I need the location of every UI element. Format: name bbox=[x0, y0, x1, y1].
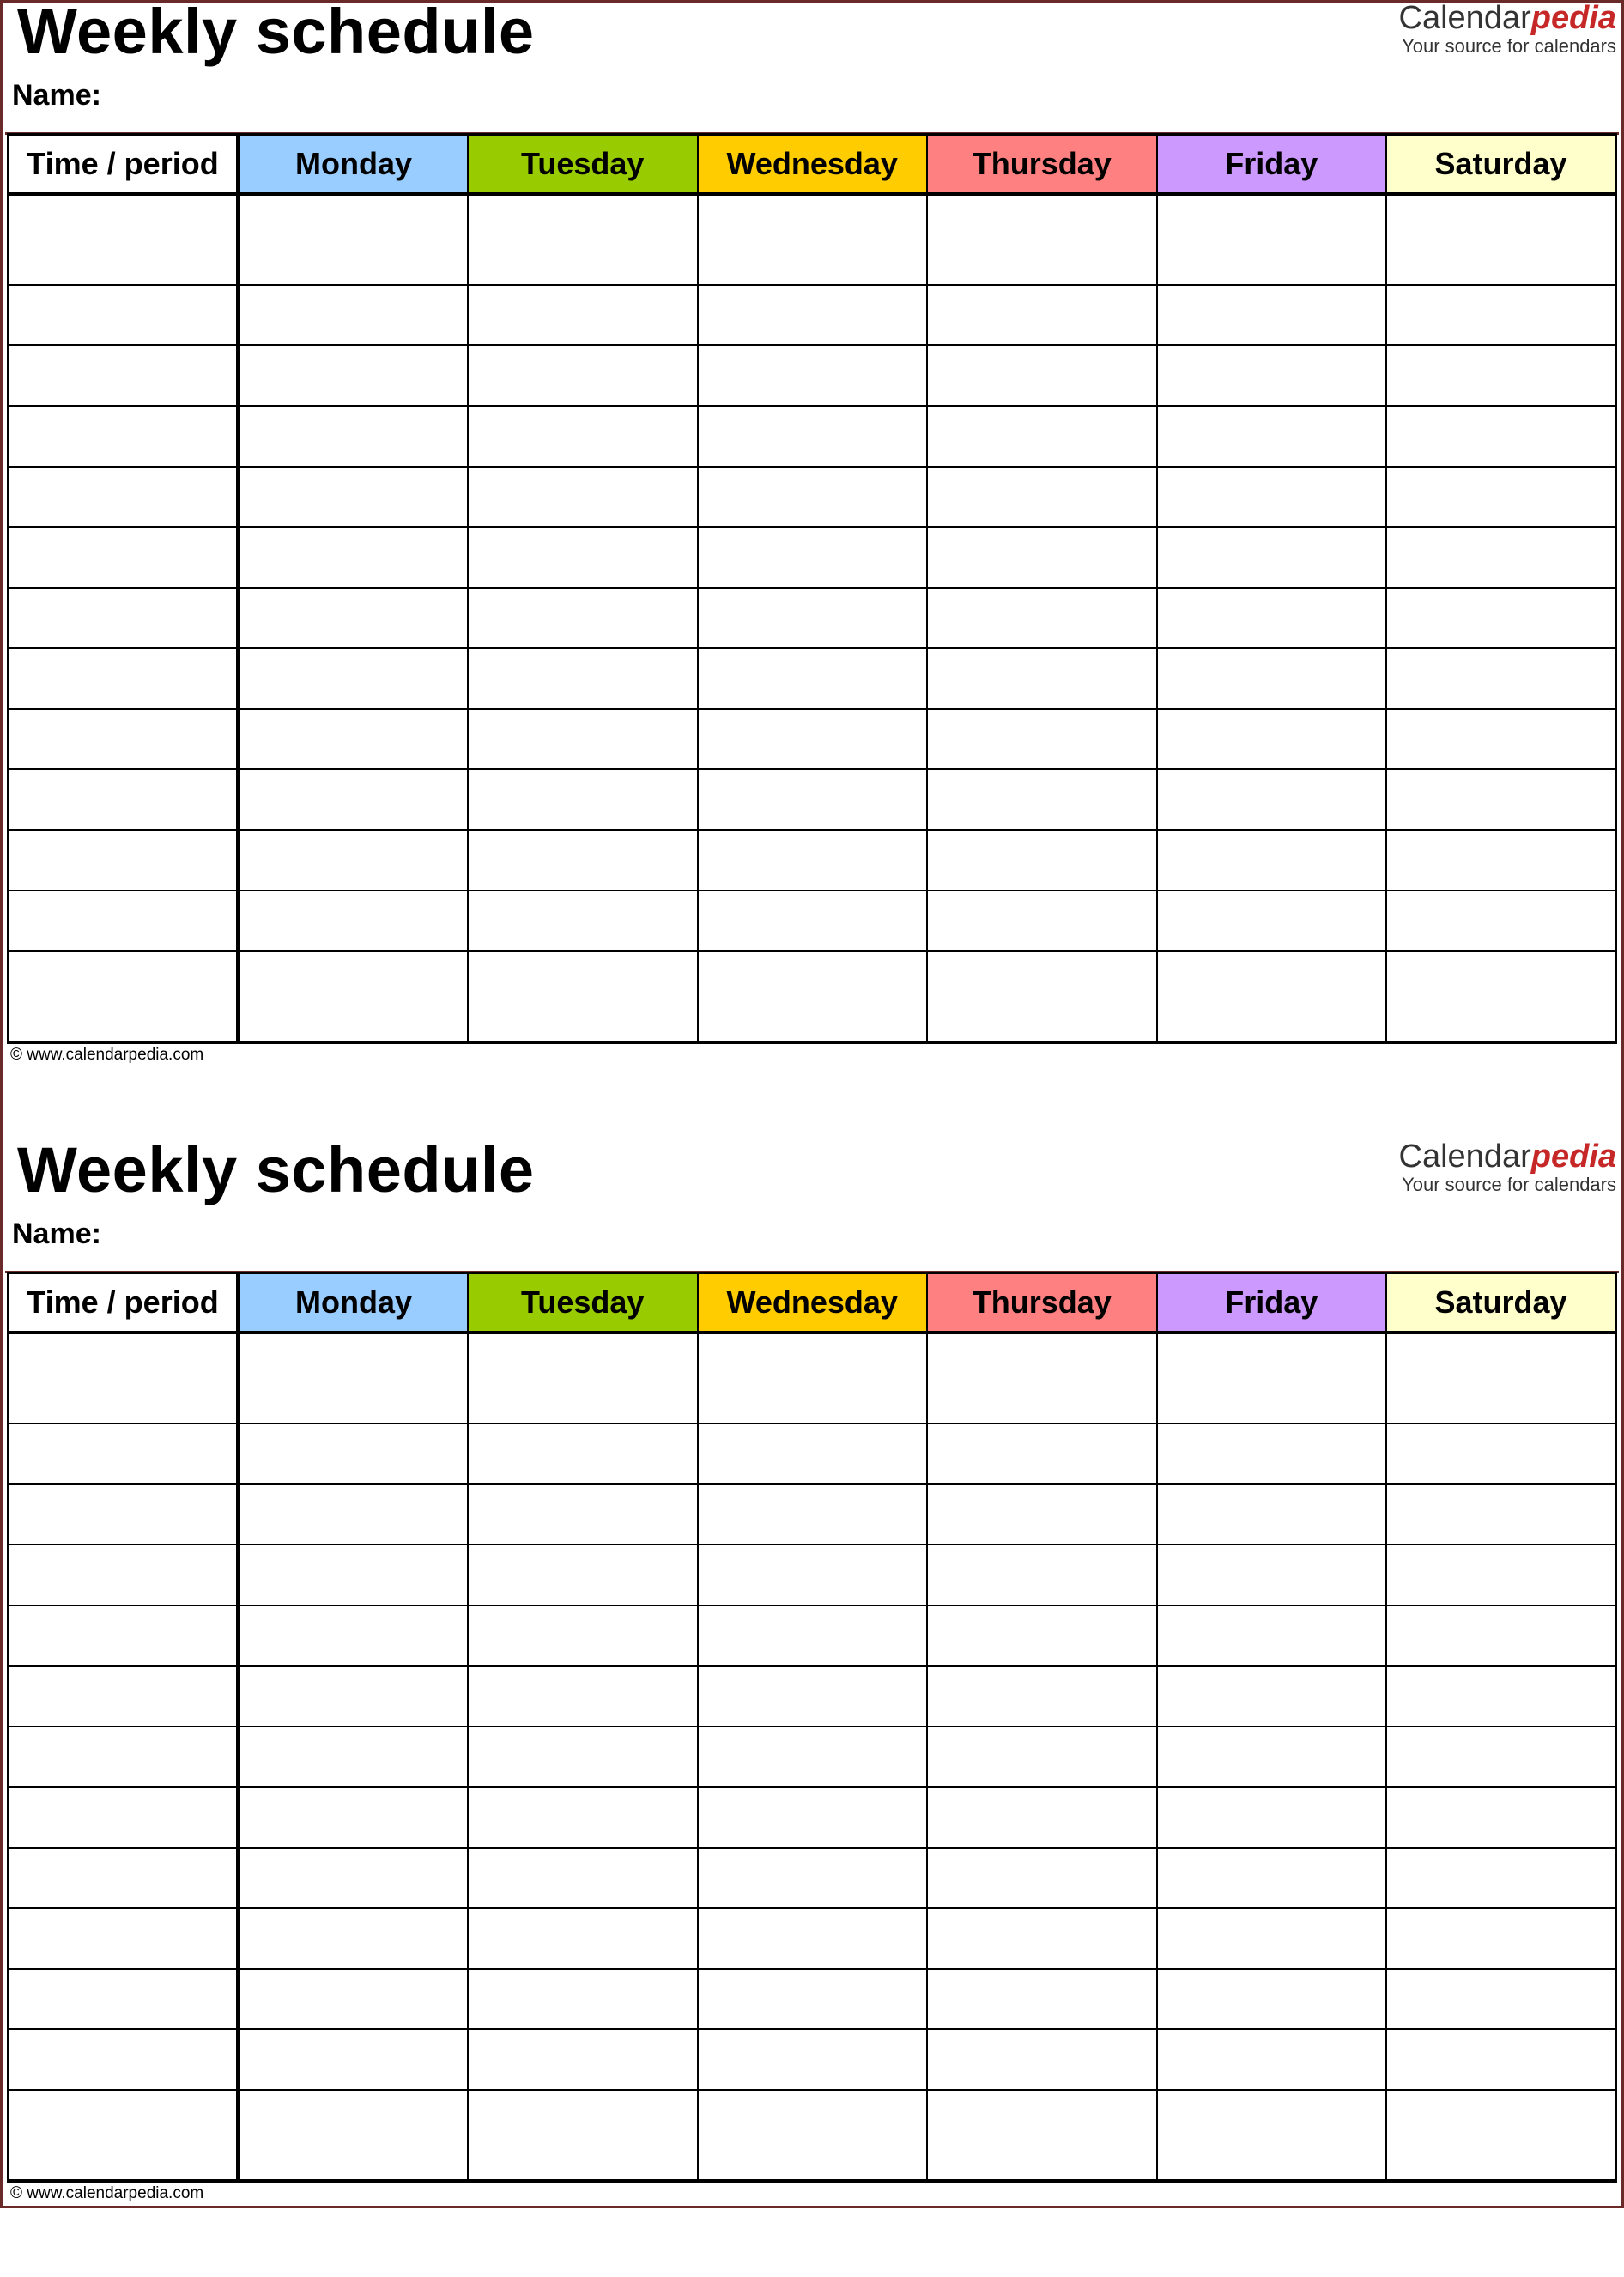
schedule-cell[interactable] bbox=[1157, 1333, 1387, 1424]
schedule-cell[interactable] bbox=[927, 769, 1157, 830]
brand-name-main: Calendar bbox=[1398, 1138, 1531, 1175]
schedule-cell[interactable] bbox=[1157, 1848, 1387, 1909]
schedule-cell[interactable] bbox=[1157, 1545, 1387, 1606]
schedule-cell[interactable] bbox=[239, 1908, 469, 1969]
schedule-cell[interactable] bbox=[698, 1424, 928, 1485]
schedule-cell[interactable] bbox=[239, 648, 469, 709]
time-period-cell[interactable] bbox=[9, 648, 239, 709]
time-period-cell[interactable] bbox=[9, 1484, 239, 1545]
schedule-cell[interactable] bbox=[698, 1606, 928, 1667]
schedule-cell[interactable] bbox=[927, 830, 1157, 891]
schedule-cell[interactable] bbox=[1157, 709, 1387, 770]
schedule-cell[interactable] bbox=[1386, 648, 1616, 709]
schedule-cell[interactable] bbox=[927, 1333, 1157, 1424]
column-header-time-period: Time / period bbox=[9, 1273, 239, 1333]
schedule-cell[interactable] bbox=[927, 1848, 1157, 1909]
schedule-cell[interactable] bbox=[698, 769, 928, 830]
schedule-cell[interactable] bbox=[239, 194, 469, 285]
schedule-cell[interactable] bbox=[927, 951, 1157, 1042]
schedule-cell[interactable] bbox=[239, 1424, 469, 1485]
schedule-cell[interactable] bbox=[468, 890, 698, 951]
time-period-cell[interactable] bbox=[9, 527, 239, 588]
schedule-cell[interactable] bbox=[239, 527, 469, 588]
brand-name bbox=[1399, 0, 1616, 36]
schedule-cell[interactable] bbox=[1157, 2029, 1387, 2090]
column-header-monday: Monday bbox=[239, 135, 469, 195]
schedule-cell[interactable] bbox=[468, 194, 698, 285]
schedule-cell[interactable] bbox=[1386, 769, 1616, 830]
column-header-friday: Friday bbox=[1157, 135, 1387, 195]
schedule-cell[interactable] bbox=[468, 1545, 698, 1606]
schedule-cell[interactable] bbox=[1386, 2090, 1616, 2181]
schedule-cell[interactable] bbox=[927, 1424, 1157, 1485]
schedule-cell[interactable] bbox=[1157, 1787, 1387, 1848]
schedule-cell[interactable] bbox=[468, 1787, 698, 1848]
schedule-cell[interactable] bbox=[698, 1969, 928, 2030]
brand-logo bbox=[1399, 0, 1616, 57]
table-row bbox=[9, 1666, 1616, 1727]
schedule-cell[interactable] bbox=[468, 1908, 698, 1969]
table-row bbox=[9, 1908, 1616, 1969]
schedule-cell[interactable] bbox=[1157, 1969, 1387, 2030]
column-header-tuesday: Tuesday bbox=[468, 135, 698, 195]
schedule-cell[interactable] bbox=[239, 285, 469, 346]
table-row bbox=[9, 648, 1616, 709]
schedule-cell[interactable] bbox=[1386, 527, 1616, 588]
schedule-cell[interactable] bbox=[698, 1666, 928, 1727]
schedule-cell[interactable] bbox=[1157, 194, 1387, 285]
schedule-cell[interactable] bbox=[1157, 467, 1387, 528]
table-row bbox=[9, 769, 1616, 830]
schedule-cell[interactable] bbox=[468, 1666, 698, 1727]
schedule-cell[interactable] bbox=[1386, 1969, 1616, 2030]
schedule-cell[interactable] bbox=[698, 951, 928, 1042]
column-header-monday: Monday bbox=[239, 1273, 469, 1333]
schedule-cell[interactable] bbox=[1386, 1727, 1616, 1788]
schedule-cell[interactable] bbox=[239, 1848, 469, 1909]
schedule-cell[interactable] bbox=[927, 1545, 1157, 1606]
time-period-cell[interactable] bbox=[9, 951, 239, 1042]
schedule-cell[interactable] bbox=[1386, 406, 1616, 467]
schedule-cell[interactable] bbox=[468, 2029, 698, 2090]
table-row bbox=[9, 1787, 1616, 1848]
schedule-cell[interactable] bbox=[1386, 285, 1616, 346]
schedule-cell[interactable] bbox=[239, 2029, 469, 2090]
schedule-cell[interactable] bbox=[927, 194, 1157, 285]
schedule-cell[interactable] bbox=[1386, 194, 1616, 285]
schedule-cell[interactable] bbox=[468, 2090, 698, 2181]
schedule-cell[interactable] bbox=[927, 1484, 1157, 1545]
schedule-cell[interactable] bbox=[468, 648, 698, 709]
schedule-cell[interactable] bbox=[698, 285, 928, 346]
schedule-cell[interactable] bbox=[698, 1908, 928, 1969]
copyright-text: © www.calendarpedia.com bbox=[10, 2184, 204, 2202]
time-period-cell[interactable] bbox=[9, 1545, 239, 1606]
schedule-cell[interactable] bbox=[1386, 1848, 1616, 1909]
schedule-cell[interactable] bbox=[1157, 830, 1387, 891]
table-row bbox=[9, 2090, 1616, 2181]
schedule-cell[interactable] bbox=[239, 1333, 469, 1424]
schedule-sheet-1 bbox=[0, 0, 1624, 1138]
schedule-cell[interactable] bbox=[468, 527, 698, 588]
schedule-cell[interactable] bbox=[468, 1424, 698, 1485]
schedule-cell[interactable] bbox=[468, 1969, 698, 2030]
table-row bbox=[9, 406, 1616, 467]
name-label: Name: bbox=[12, 79, 101, 112]
schedule-cell[interactable] bbox=[927, 406, 1157, 467]
schedule-cell[interactable] bbox=[1386, 709, 1616, 770]
table-row bbox=[9, 709, 1616, 770]
schedule-cell[interactable] bbox=[239, 1666, 469, 1727]
schedule-cell[interactable] bbox=[927, 2090, 1157, 2181]
schedule-cell[interactable] bbox=[1386, 1333, 1616, 1424]
schedule-cell[interactable] bbox=[1386, 1908, 1616, 1969]
schedule-cell[interactable] bbox=[1386, 951, 1616, 1042]
schedule-cell[interactable] bbox=[1386, 345, 1616, 406]
schedule-cell[interactable] bbox=[1386, 1666, 1616, 1727]
table-row bbox=[9, 588, 1616, 649]
table-row bbox=[9, 1848, 1616, 1909]
table-row bbox=[9, 2029, 1616, 2090]
schedule-table bbox=[7, 133, 1617, 1044]
schedule-cell[interactable] bbox=[468, 951, 698, 1042]
schedule-cell[interactable] bbox=[1386, 588, 1616, 649]
schedule-cell[interactable] bbox=[1157, 285, 1387, 346]
schedule-cell[interactable] bbox=[927, 890, 1157, 951]
time-period-cell[interactable] bbox=[9, 1787, 239, 1848]
schedule-cell[interactable] bbox=[1386, 1424, 1616, 1485]
time-period-cell[interactable] bbox=[9, 890, 239, 951]
page-title: Weekly schedule bbox=[17, 0, 535, 67]
schedule-cell[interactable] bbox=[468, 588, 698, 649]
schedule-cell[interactable] bbox=[1157, 1727, 1387, 1788]
column-header-thursday: Thursday bbox=[927, 1273, 1157, 1333]
schedule-cell[interactable] bbox=[1157, 527, 1387, 588]
schedule-cell[interactable] bbox=[698, 1545, 928, 1606]
schedule-cell[interactable] bbox=[1157, 1666, 1387, 1727]
schedule-cell[interactable] bbox=[698, 2029, 928, 2090]
schedule-cell[interactable] bbox=[1157, 769, 1387, 830]
schedule-cell[interactable] bbox=[468, 285, 698, 346]
table-row bbox=[9, 1545, 1616, 1606]
column-header-friday: Friday bbox=[1157, 1273, 1387, 1333]
schedule-cell[interactable] bbox=[698, 345, 928, 406]
schedule-cell[interactable] bbox=[927, 588, 1157, 649]
schedule-cell[interactable] bbox=[468, 1606, 698, 1667]
schedule-cell[interactable] bbox=[468, 1727, 698, 1788]
schedule-cell[interactable] bbox=[1157, 951, 1387, 1042]
schedule-cell[interactable] bbox=[239, 1484, 469, 1545]
schedule-cell[interactable] bbox=[698, 1787, 928, 1848]
brand-name-accent: pedia bbox=[1530, 1138, 1616, 1175]
header-row bbox=[9, 135, 1616, 195]
time-period-cell[interactable] bbox=[9, 345, 239, 406]
schedule-cell[interactable] bbox=[1386, 2029, 1616, 2090]
column-header-tuesday: Tuesday bbox=[468, 1273, 698, 1333]
schedule-cell[interactable] bbox=[1157, 1908, 1387, 1969]
table-row bbox=[9, 1484, 1616, 1545]
schedule-cell[interactable] bbox=[1386, 467, 1616, 528]
schedule-cell[interactable] bbox=[698, 830, 928, 891]
name-label: Name: bbox=[12, 1217, 101, 1250]
schedule-cell[interactable] bbox=[698, 467, 928, 528]
schedule-cell[interactable] bbox=[239, 1969, 469, 2030]
schedule-cell[interactable] bbox=[1386, 1545, 1616, 1606]
schedule-cell[interactable] bbox=[239, 1606, 469, 1667]
schedule-cell[interactable] bbox=[698, 194, 928, 285]
column-header-wednesday: Wednesday bbox=[698, 1273, 928, 1333]
table-row bbox=[9, 345, 1616, 406]
schedule-cell[interactable] bbox=[698, 1484, 928, 1545]
schedule-table bbox=[7, 1272, 1617, 2183]
schedule-cell[interactable] bbox=[239, 769, 469, 830]
table-row bbox=[9, 194, 1616, 285]
schedule-cell[interactable] bbox=[468, 406, 698, 467]
time-period-cell[interactable] bbox=[9, 830, 239, 891]
time-period-cell[interactable] bbox=[9, 709, 239, 770]
time-period-cell[interactable] bbox=[9, 467, 239, 528]
schedule-cell[interactable] bbox=[698, 648, 928, 709]
copyright-text: © www.calendarpedia.com bbox=[10, 1046, 204, 1064]
time-period-cell[interactable] bbox=[9, 1606, 239, 1667]
schedule-cell[interactable] bbox=[468, 467, 698, 528]
schedule-cell[interactable] bbox=[468, 709, 698, 770]
schedule-cell[interactable] bbox=[698, 1848, 928, 1909]
page-title: Weekly schedule bbox=[17, 1134, 535, 1205]
schedule-cell[interactable] bbox=[698, 890, 928, 951]
column-header-saturday: Saturday bbox=[1386, 1273, 1616, 1333]
schedule-cell[interactable] bbox=[239, 951, 469, 1042]
time-period-cell[interactable] bbox=[9, 588, 239, 649]
schedule-cell[interactable] bbox=[239, 406, 469, 467]
schedule-cell[interactable] bbox=[1386, 830, 1616, 891]
schedule-cell[interactable] bbox=[239, 1727, 469, 1788]
schedule-cell[interactable] bbox=[927, 1727, 1157, 1788]
schedule-cell[interactable] bbox=[1386, 1484, 1616, 1545]
brand-tagline: Your source for calendars bbox=[1402, 1174, 1616, 1195]
time-period-cell[interactable] bbox=[9, 1333, 239, 1424]
table-row bbox=[9, 1606, 1616, 1667]
schedule-cell[interactable] bbox=[1386, 1606, 1616, 1667]
schedule-sheet-2 bbox=[0, 1134, 1624, 2277]
table-row bbox=[9, 1969, 1616, 2030]
table-row bbox=[9, 467, 1616, 528]
schedule-cell[interactable] bbox=[239, 588, 469, 649]
schedule-cell[interactable] bbox=[927, 1666, 1157, 1727]
schedule-cell[interactable] bbox=[698, 1727, 928, 1788]
time-period-cell[interactable] bbox=[9, 1969, 239, 2030]
time-period-cell[interactable] bbox=[9, 194, 239, 285]
schedule-cell[interactable] bbox=[927, 1969, 1157, 2030]
schedule-cell[interactable] bbox=[468, 1848, 698, 1909]
table-row bbox=[9, 527, 1616, 588]
time-period-cell[interactable] bbox=[9, 1908, 239, 1969]
column-header-wednesday: Wednesday bbox=[698, 135, 928, 195]
schedule-cell[interactable] bbox=[468, 830, 698, 891]
schedule-cell[interactable] bbox=[468, 1484, 698, 1545]
schedule-cell[interactable] bbox=[698, 1333, 928, 1424]
time-period-cell[interactable] bbox=[9, 1666, 239, 1727]
schedule-cell[interactable] bbox=[1157, 1606, 1387, 1667]
schedule-cell[interactable] bbox=[239, 467, 469, 528]
schedule-cell[interactable] bbox=[698, 2090, 928, 2181]
brand-tagline: Your source for calendars bbox=[1402, 35, 1616, 57]
schedule-cell[interactable] bbox=[239, 2090, 469, 2181]
brand-name bbox=[1399, 1138, 1616, 1175]
time-period-cell[interactable] bbox=[9, 1848, 239, 1909]
time-period-cell[interactable] bbox=[9, 406, 239, 467]
time-period-cell[interactable] bbox=[9, 769, 239, 830]
brand-name-main: Calendar bbox=[1398, 0, 1531, 36]
time-period-cell[interactable] bbox=[9, 1424, 239, 1485]
table-row bbox=[9, 890, 1616, 951]
schedule-cell[interactable] bbox=[468, 769, 698, 830]
schedule-cell[interactable] bbox=[1157, 2090, 1387, 2181]
schedule-cell[interactable] bbox=[1386, 1787, 1616, 1848]
time-period-cell[interactable] bbox=[9, 285, 239, 346]
table-row bbox=[9, 1424, 1616, 1485]
schedule-cell[interactable] bbox=[927, 2029, 1157, 2090]
schedule-cell[interactable] bbox=[1157, 588, 1387, 649]
table-row bbox=[9, 1727, 1616, 1788]
brand-logo bbox=[1399, 1138, 1616, 1195]
schedule-cell[interactable] bbox=[1157, 1484, 1387, 1545]
schedule-cell[interactable] bbox=[698, 527, 928, 588]
schedule-cell[interactable] bbox=[927, 345, 1157, 406]
table-row bbox=[9, 951, 1616, 1042]
schedule-cell[interactable] bbox=[698, 709, 928, 770]
brand-name-accent: pedia bbox=[1530, 0, 1616, 36]
time-period-cell[interactable] bbox=[9, 2090, 239, 2181]
column-header-saturday: Saturday bbox=[1386, 135, 1616, 195]
schedule-cell[interactable] bbox=[927, 467, 1157, 528]
header-row bbox=[9, 1273, 1616, 1333]
schedule-cell[interactable] bbox=[927, 709, 1157, 770]
schedule-cell[interactable] bbox=[927, 1787, 1157, 1848]
table-row bbox=[9, 285, 1616, 346]
schedule-cell[interactable] bbox=[239, 709, 469, 770]
schedule-cell[interactable] bbox=[1157, 648, 1387, 709]
schedule-cell[interactable] bbox=[1386, 890, 1616, 951]
schedule-cell[interactable] bbox=[1157, 1424, 1387, 1485]
table-row bbox=[9, 1333, 1616, 1424]
schedule-cell[interactable] bbox=[468, 345, 698, 406]
schedule-cell[interactable] bbox=[239, 890, 469, 951]
schedule-cell[interactable] bbox=[1157, 890, 1387, 951]
table-row bbox=[9, 830, 1616, 891]
schedule-cell[interactable] bbox=[927, 1606, 1157, 1667]
schedule-cell[interactable] bbox=[239, 1545, 469, 1606]
schedule-cell[interactable] bbox=[239, 345, 469, 406]
schedule-cell[interactable] bbox=[927, 285, 1157, 346]
schedule-cell[interactable] bbox=[927, 527, 1157, 588]
column-header-time-period: Time / period bbox=[9, 135, 239, 195]
time-period-cell[interactable] bbox=[9, 2029, 239, 2090]
schedule-cell[interactable] bbox=[468, 1333, 698, 1424]
schedule-cell[interactable] bbox=[1157, 345, 1387, 406]
schedule-cell[interactable] bbox=[927, 1908, 1157, 1969]
schedule-cell[interactable] bbox=[698, 588, 928, 649]
schedule-cell[interactable] bbox=[927, 648, 1157, 709]
column-header-thursday: Thursday bbox=[927, 135, 1157, 195]
schedule-cell[interactable] bbox=[239, 830, 469, 891]
time-period-cell[interactable] bbox=[9, 1727, 239, 1788]
schedule-cell[interactable] bbox=[239, 1787, 469, 1848]
schedule-cell[interactable] bbox=[698, 406, 928, 467]
schedule-cell[interactable] bbox=[1157, 406, 1387, 467]
